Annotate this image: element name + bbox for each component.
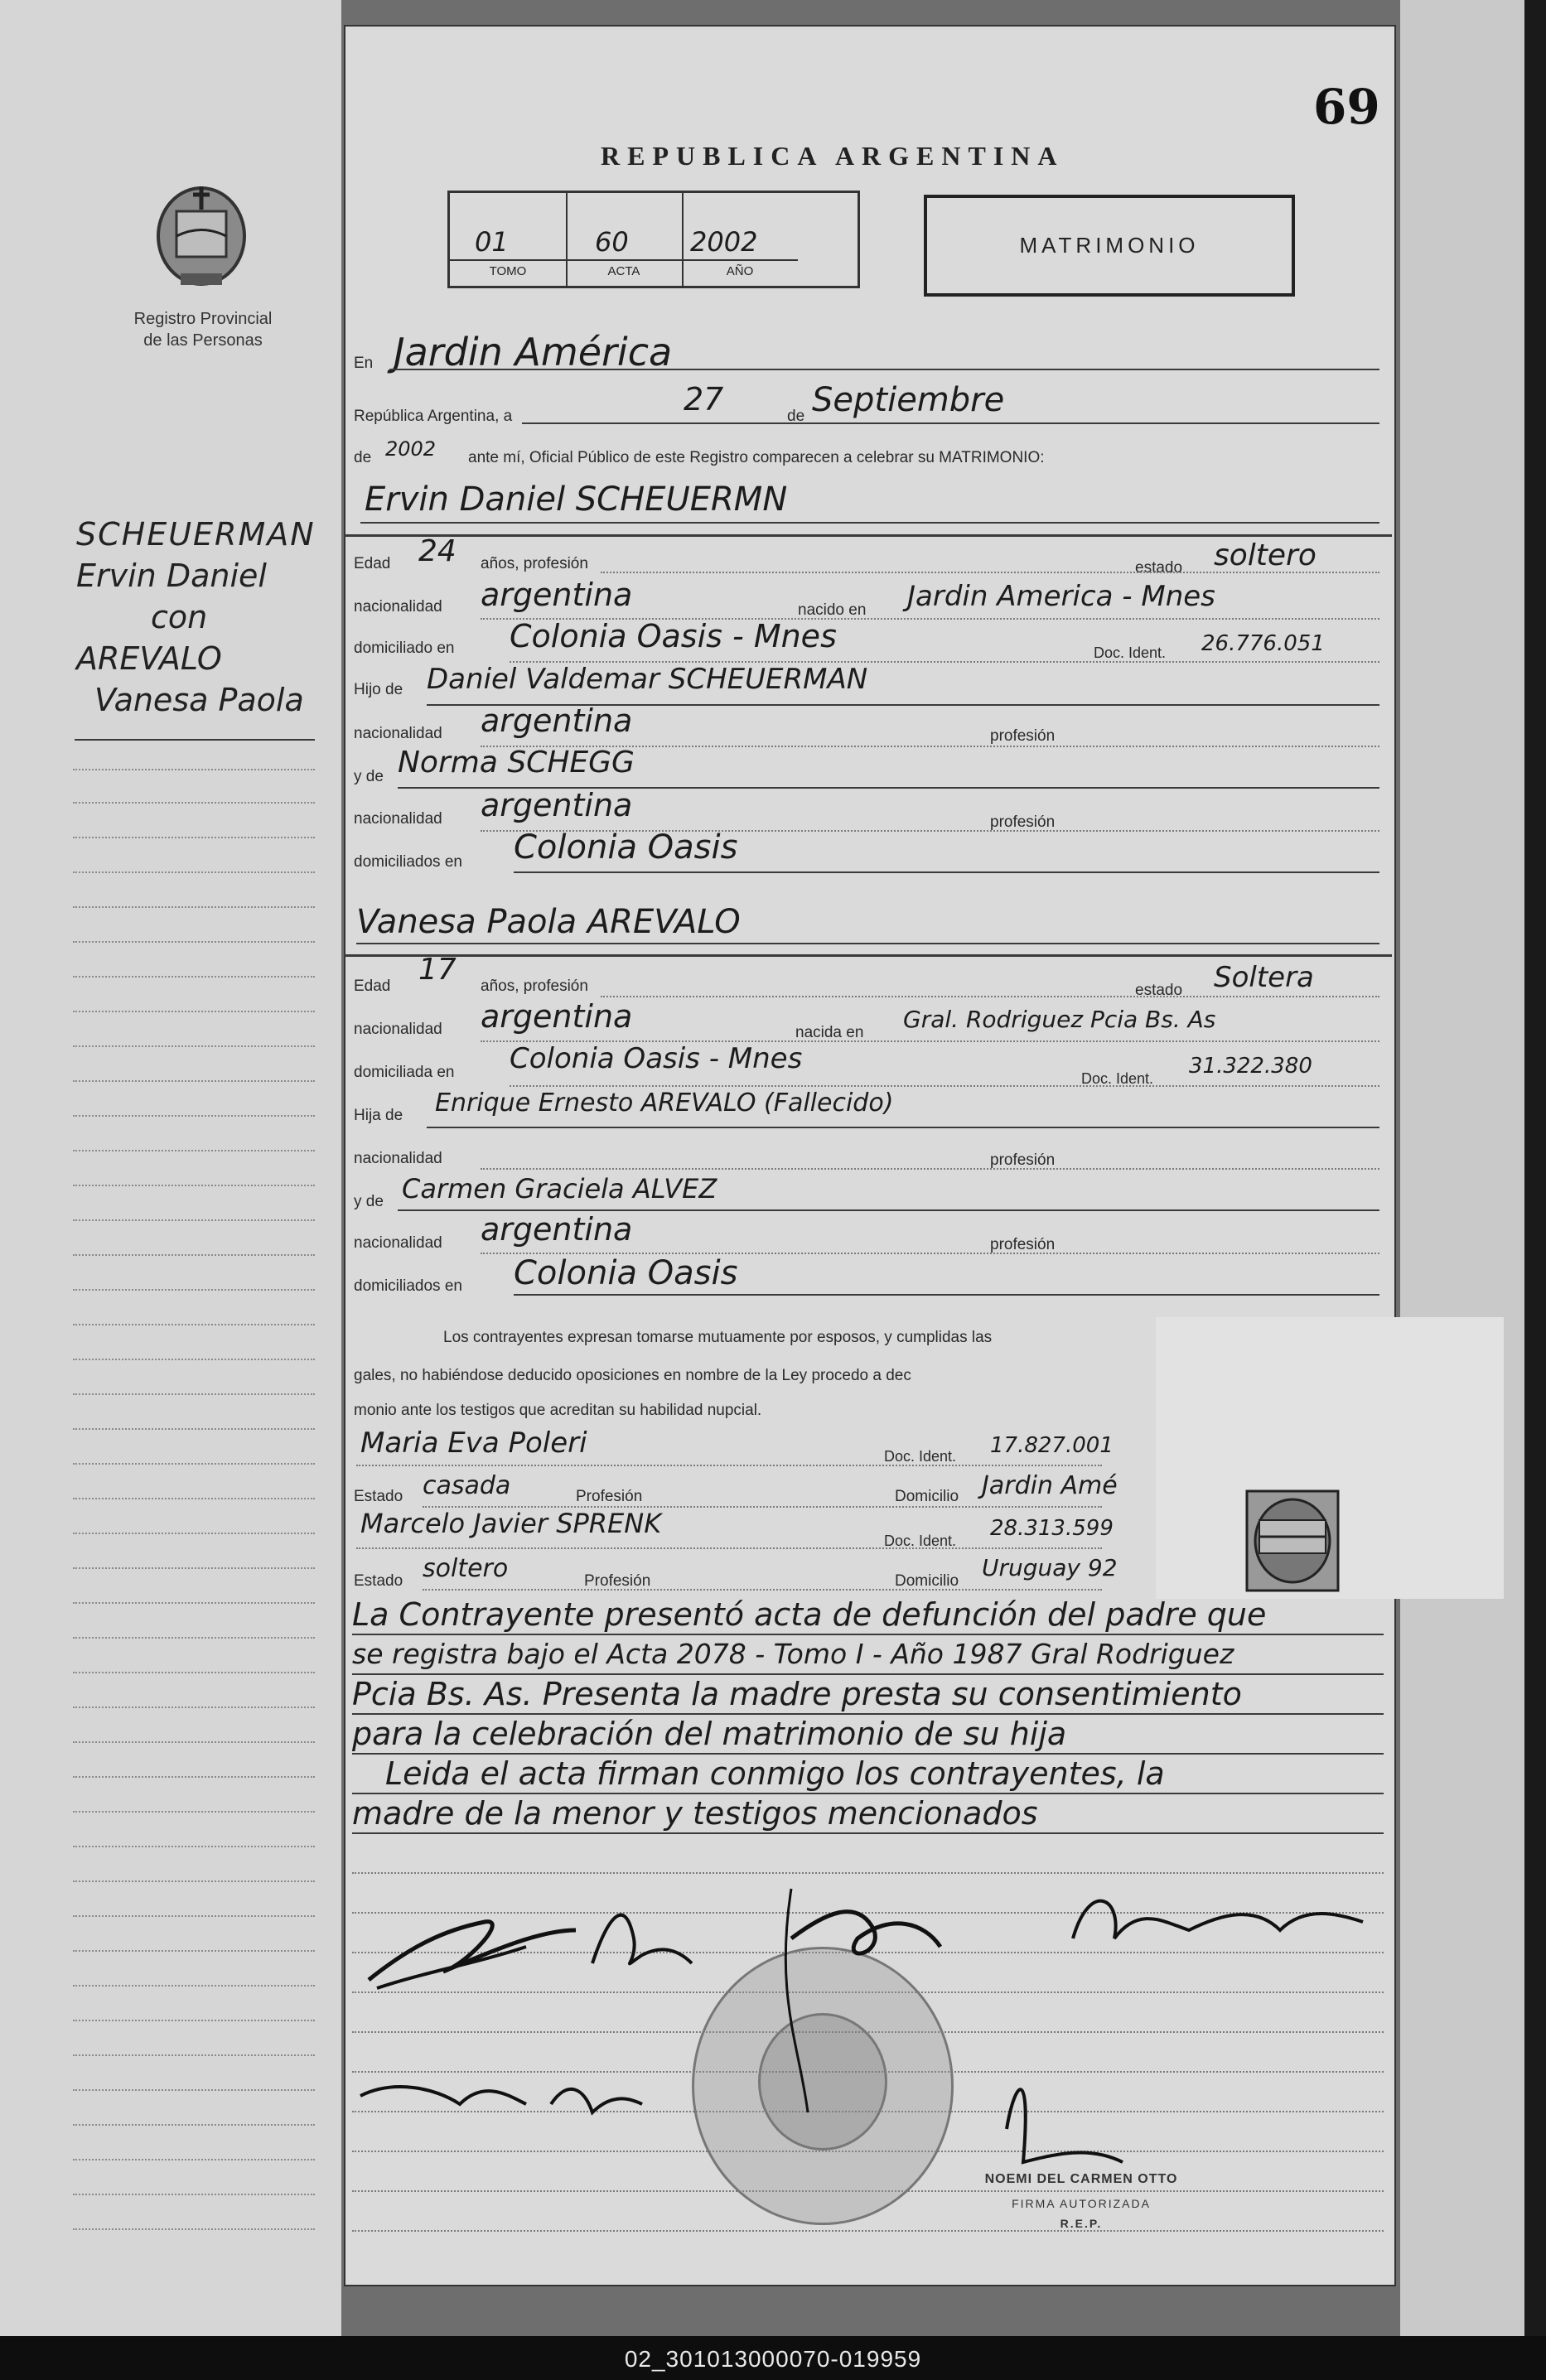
month-value: Septiembre xyxy=(812,381,1005,419)
groom-parents-address: Colonia Oasis xyxy=(514,828,738,867)
notes-line2: se registra bajo el Acta 2078 - Tomo I - Año 1987 Gral Rodriguez xyxy=(352,1638,1234,1670)
witness2-profesion-label: Profesión xyxy=(584,1572,651,1590)
witness2-domicilio-label: Domicilio xyxy=(895,1572,959,1590)
witness1-doc: 17.827.001 xyxy=(990,1433,1114,1458)
footer-bar xyxy=(0,2336,1546,2380)
notes-line5: Leida el acta firman conmigo los contrayentes, la xyxy=(385,1755,1165,1792)
month-de-label: de xyxy=(787,408,805,425)
ano-label: AÑO xyxy=(682,259,798,278)
groom-estado-label: estado xyxy=(1135,559,1183,577)
official-stamp-code: R.E.P. xyxy=(1060,2217,1103,2230)
margin-note-con: con xyxy=(151,599,208,635)
notes-line3: Pcia Bs. As. Presenta la madre presta su consentimiento xyxy=(352,1676,1242,1712)
bride-mother-nat: argentina xyxy=(481,1211,633,1248)
bride-nationality: argentina xyxy=(481,998,633,1035)
witness2-name: Marcelo Javier SPRENK xyxy=(360,1508,662,1539)
witness1-estado: casada xyxy=(423,1471,511,1500)
coat-of-arms-icon xyxy=(147,170,255,294)
witness2-estado: soltero xyxy=(423,1554,509,1583)
bride-domiciliada-label: domiciliada en xyxy=(354,1064,455,1081)
margin-note-given: Ervin Daniel xyxy=(76,558,267,594)
groom-mother-profesion-label: profesión xyxy=(990,813,1056,831)
official-stamp-role: FIRMA AUTORIZADA xyxy=(1012,2197,1151,2210)
ano-value: 2002 xyxy=(690,226,758,258)
groom-nacido-label: nacido en xyxy=(798,601,867,619)
acta-value: 60 xyxy=(595,226,629,258)
groom-mother-nat-label: nacionalidad xyxy=(354,810,442,828)
groom-estado: soltero xyxy=(1214,538,1317,572)
witness1-domicilio-label: Domicilio xyxy=(895,1488,959,1505)
country-header: REPUBLICA ARGENTINA xyxy=(601,141,1065,171)
acta-label: ACTA xyxy=(566,259,682,278)
groom-father-profesion-label: profesión xyxy=(990,727,1056,745)
notes-line6: madre de la menor y testigos mencionados xyxy=(352,1795,1038,1832)
page-right-edge xyxy=(1400,0,1524,2336)
groom-mother: Norma SCHEGG xyxy=(398,746,635,780)
bride-parents-address: Colonia Oasis xyxy=(514,1254,738,1292)
bride-doc-label: Doc. Ident. xyxy=(1081,1070,1154,1087)
groom-mother-nat: argentina xyxy=(481,787,633,823)
groom-father: Daniel Valdemar SCHEUERMAN xyxy=(427,663,868,696)
witness2-estado-label: Estado xyxy=(354,1572,403,1590)
margin-note-bride-surname: AREVALO xyxy=(76,640,222,677)
witness1-doc-label: Doc. Ident. xyxy=(884,1448,957,1465)
witness2-domicilio: Uruguay 92 xyxy=(982,1554,1118,1581)
bride-father-profesion-label: profesión xyxy=(990,1151,1056,1169)
marriage-record-form xyxy=(344,25,1396,2286)
year-de-label: de xyxy=(354,449,372,466)
groom-parents-dom-label: domiciliados en xyxy=(354,853,462,871)
en-label: En xyxy=(354,355,374,372)
fiscal-stamp-icon xyxy=(1239,1483,1346,1599)
witness1-profesion-label: Profesión xyxy=(576,1488,643,1505)
groom-father-nat: argentina xyxy=(481,702,633,739)
bride-mother-nat-label: nacionalidad xyxy=(354,1234,442,1252)
witness1-domicilio: Jardin Amé xyxy=(982,1471,1118,1500)
page-number: 69 xyxy=(1313,79,1380,135)
groom-y-de-label: y de xyxy=(354,768,384,785)
bride-hija-label: Hija de xyxy=(354,1107,403,1124)
bride-nacionalidad-label: nacionalidad xyxy=(354,1021,442,1038)
groom-address: Colonia Oasis - Mnes xyxy=(510,618,837,654)
groom-age: 24 xyxy=(418,534,457,568)
bride-address: Colonia Oasis - Mnes xyxy=(510,1042,803,1075)
bride-father-nat-label: nacionalidad xyxy=(354,1150,442,1167)
bride-mother-profesion-label: profesión xyxy=(990,1236,1056,1253)
intro-text: ante mí, Oficial Público de este Registro comparecen a celebrar su MATRIMONIO: xyxy=(468,449,1045,466)
witness2-doc-label: Doc. Ident. xyxy=(884,1533,957,1549)
bride-father: Enrique Ernesto AREVALO (Fallecido) xyxy=(435,1089,894,1118)
official-stamp-name: NOEMI DEL CARMEN OTTO xyxy=(984,2172,1178,2186)
record-number-box xyxy=(447,191,860,288)
bride-estado-label: estado xyxy=(1135,982,1183,999)
groom-nacionalidad-label: nacionalidad xyxy=(354,598,442,616)
notes-line4: para la celebración del matrimonio de su hija xyxy=(352,1716,1067,1752)
registry-name-line2: de las Personas xyxy=(143,331,263,350)
groom-nationality: argentina xyxy=(481,577,633,613)
bride-full-name: Vanesa Paola AREVALO xyxy=(356,903,741,941)
bride-estado: Soltera xyxy=(1214,961,1314,994)
bride-birthplace: Gral. Rodriguez Pcia Bs. As xyxy=(903,1006,1216,1033)
year-value: 2002 xyxy=(385,437,437,461)
groom-birthplace: Jardin America - Mnes xyxy=(907,580,1215,613)
tomo-value: 01 xyxy=(475,226,509,258)
groom-full-name: Ervin Daniel SCHEUERMN xyxy=(365,480,788,519)
groom-doc-label: Doc. Ident. xyxy=(1094,644,1167,661)
witness2-doc: 28.313.599 xyxy=(990,1516,1114,1541)
groom-father-nat-label: nacionalidad xyxy=(354,725,442,742)
witness1-name: Maria Eva Poleri xyxy=(360,1427,587,1460)
bride-nacida-label: nacida en xyxy=(795,1024,864,1041)
bride-doc: 31.322.380 xyxy=(1189,1054,1312,1079)
registry-name-line1: Registro Provincial xyxy=(133,310,273,328)
declaration-line2: gales, no habiéndose deducido oposiciones en nombre de la Ley procedo a dec xyxy=(354,1367,911,1384)
bride-mother: Carmen Graciela ALVEZ xyxy=(402,1173,717,1204)
bride-edad-label: Edad xyxy=(354,978,391,995)
republica-label: República Argentina, a xyxy=(354,408,513,425)
groom-doc: 26.776.051 xyxy=(1201,631,1325,656)
margin-column xyxy=(0,0,341,2336)
tomo-label: TOMO xyxy=(450,259,566,278)
witness1-estado-label: Estado xyxy=(354,1488,403,1505)
record-type-box: MATRIMONIO xyxy=(924,195,1295,297)
margin-note-bride-given: Vanesa Paola xyxy=(94,682,304,718)
margin-note-surname: SCHEUERMAN xyxy=(76,516,316,553)
groom-hijo-label: Hijo de xyxy=(354,681,403,698)
groom-edad-label: Edad xyxy=(354,555,391,572)
bride-parents-dom-label: domiciliados en xyxy=(354,1277,462,1295)
bride-y-de-label: y de xyxy=(354,1193,384,1210)
groom-anos-profesion-label: años, profesión xyxy=(481,555,588,572)
place-value: Jardin América xyxy=(394,330,673,374)
signatures-icon xyxy=(344,1831,1388,2262)
day-value: 27 xyxy=(684,381,724,418)
footer-id: 02_301013000070-019959 xyxy=(624,2346,922,2372)
bride-age: 17 xyxy=(418,953,457,987)
declaration-line1: Los contrayentes expresan tomarse mutuamente por esposos, y cumplidas las xyxy=(443,1329,993,1346)
groom-domiciliado-label: domiciliado en xyxy=(354,640,455,657)
margin-divider xyxy=(75,739,315,741)
declaration-line3: monio ante los testigos que acreditan su habilidad nupcial. xyxy=(354,1402,762,1419)
bride-anos-profesion-label: años, profesión xyxy=(481,978,588,995)
notes-line1: La Contrayente presentó acta de defunción del padre que xyxy=(352,1596,1267,1633)
